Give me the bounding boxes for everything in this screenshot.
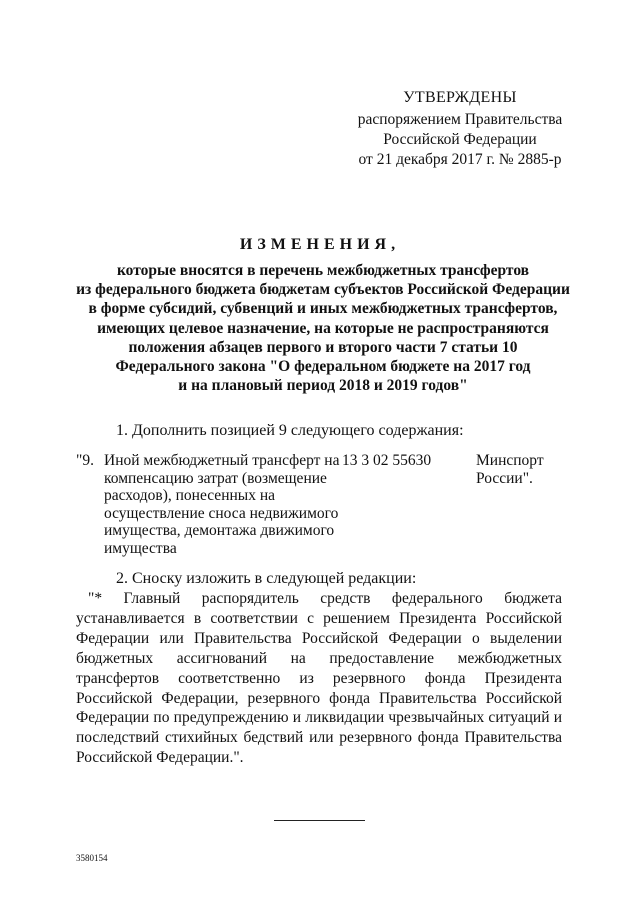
row-ministry: Минспорт России". — [476, 452, 544, 487]
document-number: 3580154 — [76, 853, 108, 863]
subtitle-line: и на плановый период 2018 и 2019 годов" — [178, 377, 468, 395]
row-description: Иной межбюджетный трансферт на компенсацию затрат (возмещение расходов), понесенных на осуществление сноса недвижимого имущества, демонтажа движимого имущества — [104, 452, 340, 557]
approval-line-2: Российской Федерации — [383, 131, 537, 148]
footnote-paragraph: "* Главный распорядитель средств федерального бюджета устанавливается в соответствии с решением Президента Российской Федерации или Правительства Российской Федерации о выделении бюджетных ассигнований на предоставление межбюджетных трансфертов соответственно из резервного фонда Президента Российской Федерации, резервного фонда Правительства Российской Федерации по предупреждению и ликвидации чрезвычайных ситуаций и последствий стихийных бедствий или резервного фонда Правительства Российской Федерации.". — [76, 590, 562, 767]
changes-title: ИЗМЕНЕНИЯ, — [239, 236, 401, 253]
subtitle-line: положения абзацев первого и второго части 7 статьи 10 — [128, 338, 518, 356]
subtitle-line: из федерального бюджета бюджетам субъектов Российской Федерации — [76, 281, 570, 299]
subtitle-line: Федерального закона "О федеральном бюджете на 2017 год — [115, 358, 531, 376]
subtitle-line: в форме субсидий, субвенций и иных межбюджетных трансфертов, — [88, 300, 558, 318]
table-row — [76, 452, 576, 562]
changes-subtitle — [40, 261, 606, 395]
item-1-text: 1. Дополнить позицией 9 следующего содержания: — [116, 422, 464, 439]
subtitle-line: которые вносятся в перечень межбюджетных трансфертов — [116, 262, 530, 279]
divider-line — [274, 820, 365, 821]
approval-stamp — [340, 88, 580, 170]
row-number: "9. — [76, 452, 94, 469]
approval-line-3: от 21 декабря 2017 г. № 2885-р — [358, 151, 562, 168]
subtitle-line: имеющих целевое назначение, на которые не распространяются — [97, 319, 549, 337]
item-2-text: 2. Сноску изложить в следующей редакции: — [116, 570, 417, 587]
approval-line-1: распоряжением Правительства — [357, 111, 563, 128]
row-code: 13 3 02 55630 — [342, 452, 432, 469]
approval-title: УТВЕРЖДЕНЫ — [403, 89, 517, 106]
footnote-text — [76, 589, 562, 768]
